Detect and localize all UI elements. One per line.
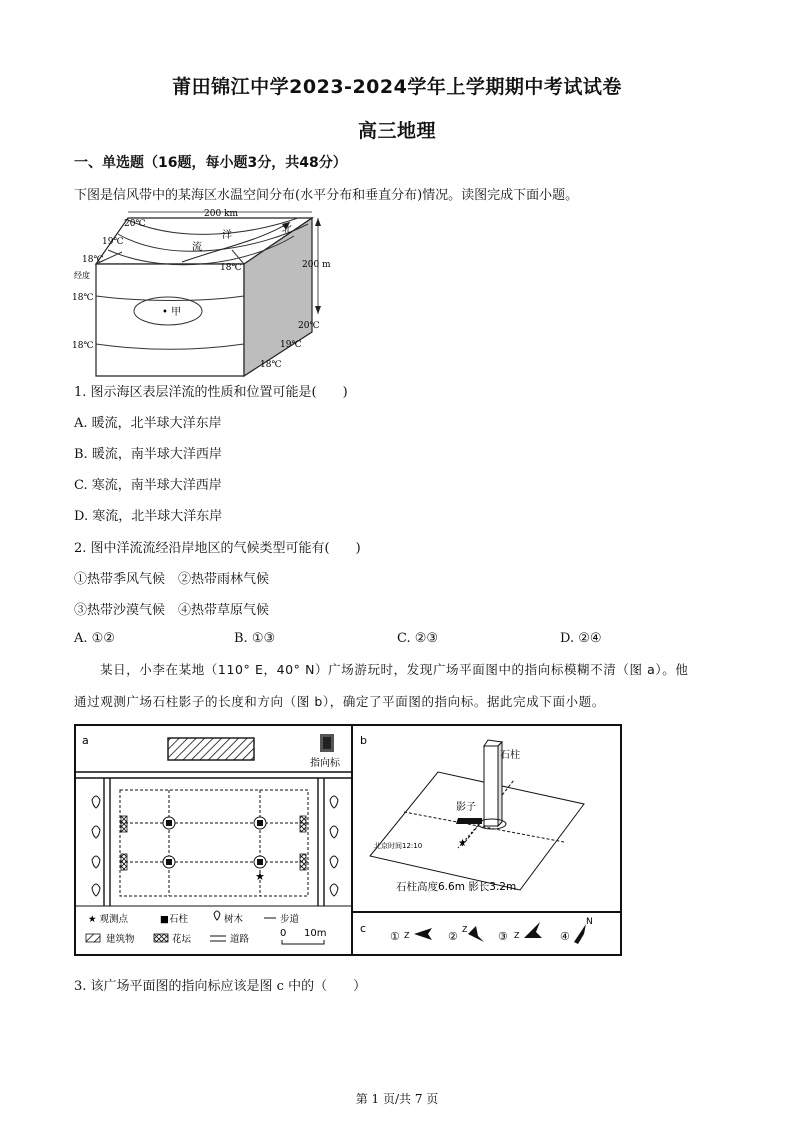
time-label: 北京时间12:10 <box>374 842 423 850</box>
compass-label: 指向标 <box>310 758 340 769</box>
panel-b-label: b <box>360 734 367 747</box>
legend-observe: ★ 观测点 <box>88 914 129 925</box>
svg-text:18℃: 18℃ <box>260 360 282 370</box>
svg-text:18℃: 18℃ <box>72 341 94 351</box>
svg-text:19℃: 19℃ <box>102 237 124 247</box>
ocean-temperature-figure <box>62 204 342 379</box>
shadow-label: 影子 <box>456 802 476 813</box>
pillar-label: 石柱 <box>500 750 520 761</box>
svg-text:③: ③ <box>498 930 508 943</box>
svg-text:①: ① <box>390 930 400 943</box>
current-label-flow: 流 <box>192 242 202 253</box>
svg-text:N: N <box>586 917 593 927</box>
svg-text:18℃: 18℃ <box>220 263 242 273</box>
svg-text:Z: Z <box>462 925 468 934</box>
q2-stem: 2. 图中洋流流经沿岸地区的气候类型可能有( ) <box>74 541 361 556</box>
q2-line1: ①热带季风气候 ②热带雨林气候 <box>74 572 270 587</box>
intro-text: 下图是信风带中的某海区水温空间分布(水平分布和垂直分布)情况。读图完成下面小题。 <box>74 188 579 203</box>
passage2-line2: 通过观测广场石柱影子的长度和方向（图 b），确定了平面图的指向标。据此完成下面小题。 <box>74 694 605 709</box>
exam-subtitle: 高三地理 <box>357 120 436 142</box>
q2-option-c[interactable]: C. ②③ <box>397 631 439 646</box>
svg-text:18℃: 18℃ <box>72 293 94 303</box>
svg-text:Z: Z <box>404 931 410 940</box>
q2-option-d[interactable]: D. ②④ <box>560 631 602 646</box>
plaza-figure <box>74 724 622 956</box>
svg-text:经度: 经度 <box>74 271 90 280</box>
q1-option-d[interactable]: D. 寒流，北半球大洋东岸 <box>74 509 223 524</box>
legend-pillar: ■石柱 <box>160 914 188 925</box>
svg-text:★: ★ <box>458 838 467 849</box>
svg-text:18℃: 18℃ <box>82 255 104 265</box>
page-footer: 第 1 页/共 7 页 <box>355 1092 439 1106</box>
legend-path: 步道 <box>280 914 300 925</box>
legend-building: 建筑物 <box>106 934 135 945</box>
q2-option-a[interactable]: A. ①② <box>74 631 115 646</box>
legend-flowerbed: 花坛 <box>172 934 192 945</box>
panel-a-label: a <box>82 734 89 747</box>
svg-text:④: ④ <box>560 930 570 943</box>
q1-option-c[interactable]: C. 寒流，南半球大洋西岸 <box>74 478 222 493</box>
legend-road: 道路 <box>230 934 250 945</box>
current-label-north: 北 <box>282 224 292 235</box>
width-label: 200 km <box>204 209 239 219</box>
svg-text:19℃: 19℃ <box>280 340 302 350</box>
depth-label: 200 m <box>302 260 331 270</box>
exam-title: 莆田锦江中学2023-2024学年上学期期中考试试卷 <box>172 76 622 98</box>
section-heading: 一、单选题（16题，每小题3分，共48分） <box>74 155 347 171</box>
legend-tree: 树木 <box>224 914 244 925</box>
svg-text:20℃: 20℃ <box>124 219 146 229</box>
measure-label: 石柱高度6.6m 影长3.2m <box>396 881 517 893</box>
q3-stem: 3. 该广场平面图的指向标应该是图 c 中的（ ） <box>74 979 367 994</box>
q1-option-a[interactable]: A. 暖流，北半球大洋东岸 <box>74 416 222 431</box>
svg-text:20℃: 20℃ <box>298 321 320 331</box>
scale-10: 10m <box>304 928 327 939</box>
q1-stem: 1. 图示海区表层洋流的性质和位置可能是( ) <box>74 385 348 400</box>
svg-text:Z: Z <box>514 931 520 940</box>
current-label-ocean: 洋 <box>222 230 232 241</box>
q2-option-b[interactable]: B. ①③ <box>234 631 276 646</box>
q1-option-b[interactable]: B. 暖流，南半球大洋西岸 <box>74 447 222 462</box>
q2-line2: ③热带沙漠气候 ④热带草原气候 <box>74 603 270 618</box>
point-jia: • 甲 <box>162 307 182 318</box>
stone-pillar <box>484 746 498 826</box>
observe-point-star: ★ <box>255 870 265 883</box>
passage2-line1: 某日，小李在某地（110° E，40° N）广场游玩时，发现广场平面图中的指向标模糊不清（图 a）。他 <box>100 662 689 677</box>
svg-text:②: ② <box>448 930 458 943</box>
building <box>168 738 254 760</box>
scale-0: 0 <box>280 928 287 939</box>
panel-c-label: c <box>360 922 367 935</box>
